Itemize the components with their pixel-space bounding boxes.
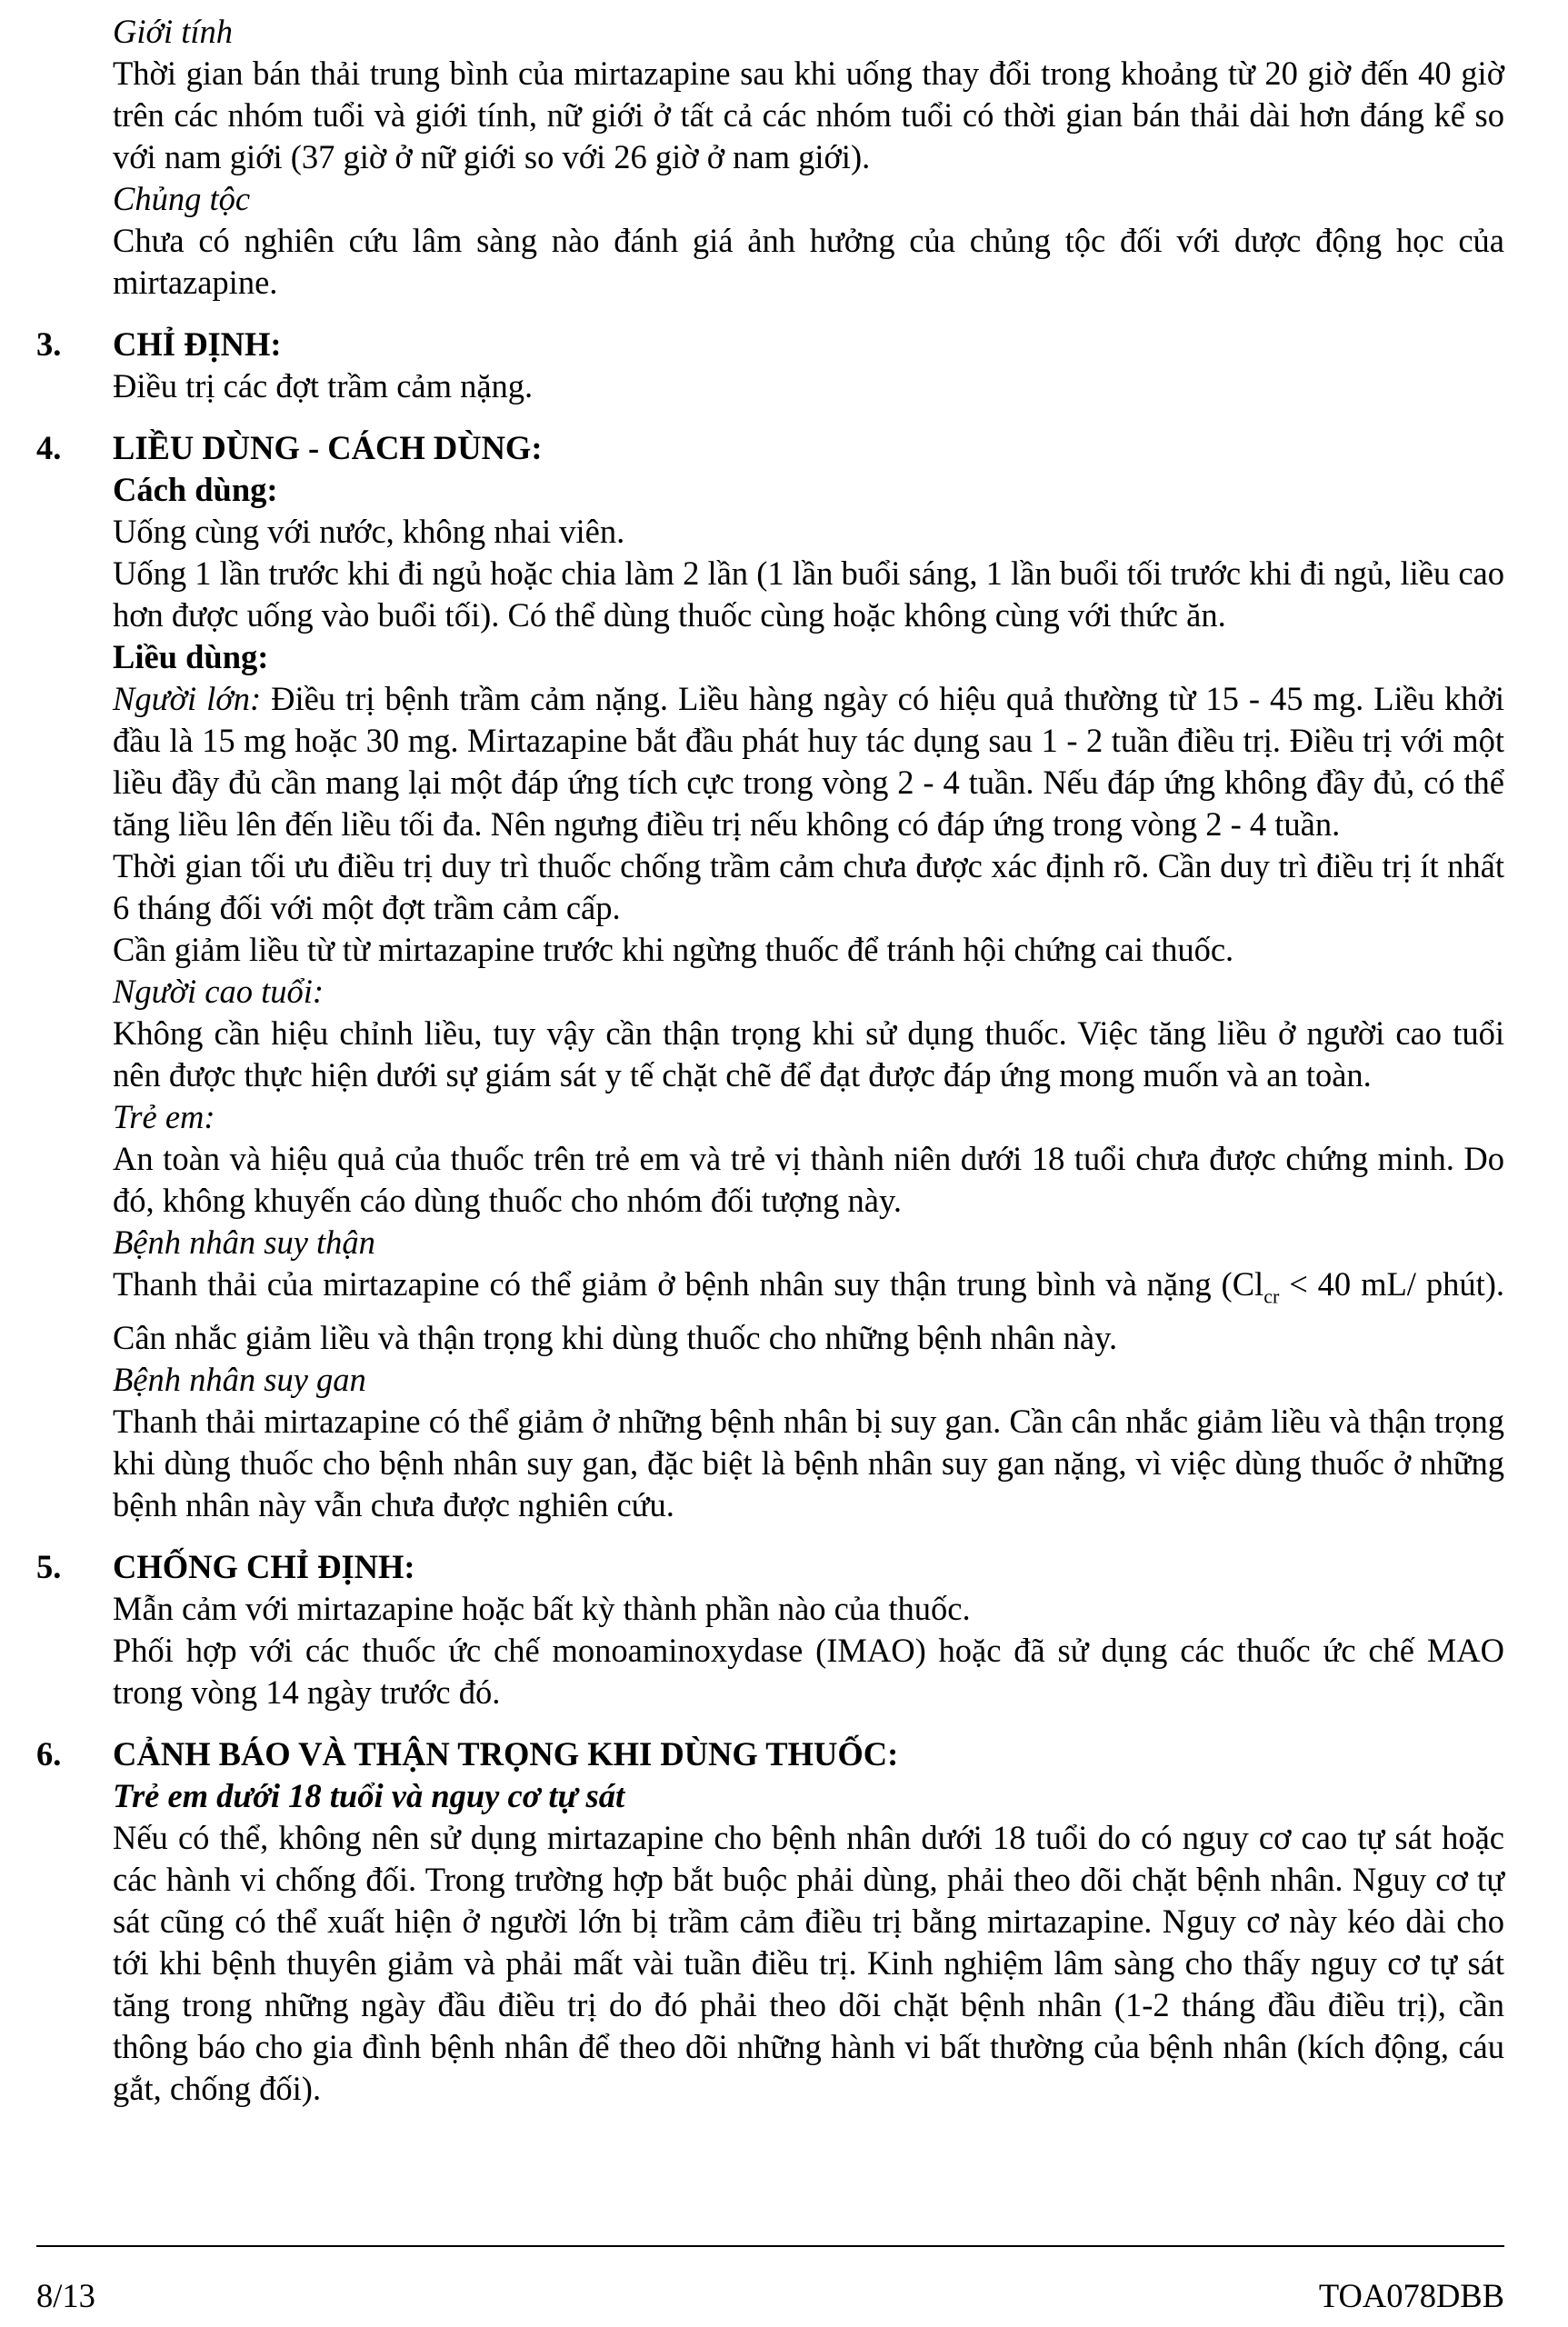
suicide-risk-subtitle: Trẻ em dưới 18 tuổi và nguy cơ tự sát <box>113 1777 625 1815</box>
section-5-body <box>113 1588 1504 1713</box>
gender-subtitle: Giới tính <box>113 13 234 50</box>
section-title: LIỀU DÙNG - CÁCH DÙNG: <box>113 429 543 466</box>
section-3-body <box>113 365 1504 407</box>
section-3-heading <box>36 324 1504 365</box>
elderly-subtitle: Người cao tuổi: <box>113 973 325 1010</box>
pharmacokinetics-continued <box>113 11 1504 304</box>
page-number: 8/13 <box>36 2277 95 2314</box>
document-body <box>36 11 1504 2110</box>
adult-dosage-paragraph <box>113 678 1504 845</box>
renal-text-b: < 40 mL/ phút). Cân nhắc giảm liều và thận trọng khi dùng thuốc cho những bệnh nhân này. <box>113 1265 1504 1357</box>
suicide-risk-paragraph: Nếu có thể, không nên sử dụng mirtazapine cho bệnh nhân dưới 18 tuổi do có nguy cơ cao tự sát hoặc các hành vi chống đối. Trong trường hợp bắt buộc phải dùng, phải theo dõi chặt bệnh nhân. Nguy cơ tự sát cũng có thể xuất hiện ở người lớn bị trầm cảm điều trị bằng mirtazapine. Nguy cơ này kéo dài cho tới khi bệnh thuyên giảm và phải mất vài tuần điều trị. Kinh nghiệm lâm sàng cho thấy nguy cơ tự sát tăng trong những ngày đầu điều trị do đó phải theo dõi chặt bệnh nhân (1-2 tháng đầu điều trị), cần thông báo cho gia đình bệnh nhân để theo dõi những hành vi bất thường của bệnh nhân (kích động, cáu gắt, chống đối). <box>113 1819 1504 2108</box>
dosage-subtitle: Liều dùng: <box>113 638 269 675</box>
hepatic-subtitle: Bệnh nhân suy gan <box>113 1361 366 1399</box>
section-4-body <box>113 469 1504 1526</box>
children-paragraph: An toàn và hiệu quả của thuốc trên trẻ em và trẻ vị thành niên dưới 18 tuổi chưa được chứng minh. Do đó, không khuyến cáo dùng thuốc cho nhóm đối tượng này. <box>113 1140 1504 1219</box>
section-title: CẢNH BÁO VÀ THẬN TRỌNG KHI DÙNG THUỐC: <box>113 1735 899 1773</box>
taper-paragraph: Cần giảm liều từ từ mirtazapine trước khi ngừng thuốc để tránh hội chứng cai thuốc. <box>113 931 1234 968</box>
section-title: CHỈ ĐỊNH: <box>113 325 282 363</box>
section-number: 3. <box>36 325 62 363</box>
elderly-paragraph: Không cần hiệu chỉnh liều, tuy vậy cần thận trọng khi sử dụng thuốc. Việc tăng liều ở người cao tuổi nên được thực hiện dưới sự giám sát y tế chặt chẽ để đạt được đáp ứng mong muốn và an toàn. <box>113 1014 1504 1094</box>
race-subtitle: Chủng tộc <box>113 180 251 217</box>
adult-label: Người lớn: <box>113 680 262 717</box>
section-number: 5. <box>36 1548 62 1586</box>
renal-subtitle: Bệnh nhân suy thận <box>113 1223 375 1261</box>
section-6-heading <box>36 1733 1504 1775</box>
section-title: CHỐNG CHỈ ĐỊNH: <box>113 1548 415 1586</box>
children-subtitle: Trẻ em: <box>113 1098 215 1135</box>
page-footer <box>36 2275 1504 2317</box>
race-paragraph: Chưa có nghiên cứu lâm sàng nào đánh giá ảnh hưởng của chủng tộc đối với dược động học của mirtazapine. <box>113 222 1504 301</box>
usage-paragraph-1: Uống cùng với nước, không nhai viên. <box>113 513 625 550</box>
renal-subscript: cr <box>1263 1284 1280 1308</box>
section-number: 6. <box>36 1735 62 1773</box>
adult-text: Điều trị bệnh trầm cảm nặng. Liều hàng ngày có hiệu quả thường từ 15 - 45 mg. Liều khởi đầu là 15 mg hoặc 30 mg. Mirtazapine bắt đầu phát huy tác dụng sau 1 - 2 tuần điều trị. Điều trị với một liều đầy đủ cần mang lại một đáp ứng tích cực trong vòng 2 - 4 tuần. Nếu đáp ứng không đầy đủ, có thể tăng liều lên đến liều tối đa. Nên ngưng điều trị nếu không có đáp ứng trong vòng 2 - 4 tuần. <box>113 680 1504 843</box>
renal-paragraph <box>113 1263 1504 1359</box>
usage-paragraph-2: Uống 1 lần trước khi đi ngủ hoặc chia làm 2 lần (1 lần buổi sáng, 1 lần buổi tối trước khi đi ngủ, liều cao hơn được uống vào buổi tối). Có thể dùng thuốc cùng hoặc không cùng với thức ăn. <box>113 554 1504 634</box>
section-6-body <box>113 1775 1504 2110</box>
usage-subtitle: Cách dùng: <box>113 471 278 508</box>
maintenance-paragraph: Thời gian tối ưu điều trị duy trì thuốc chống trầm cảm chưa được xác định rõ. Cần duy trì điều trị ít nhất 6 tháng đối với một đợt trầm cảm cấp. <box>113 847 1504 926</box>
contraindication-paragraph-1: Mẫn cảm với mirtazapine hoặc bất kỳ thành phần nào của thuốc. <box>113 1590 971 1628</box>
footer-divider <box>36 2245 1504 2247</box>
section-number: 4. <box>36 429 62 466</box>
section-5-heading <box>36 1546 1504 1588</box>
hepatic-paragraph: Thanh thải mirtazapine có thể giảm ở những bệnh nhân bị suy gan. Cần cân nhắc giảm liều và thận trọng khi dùng thuốc cho bệnh nhân suy gan, đặc biệt là bệnh nhân suy gan nặng, vì việc dùng thuốc ở những bệnh nhân này vẫn chưa được nghiên cứu. <box>113 1403 1504 1524</box>
section-4-heading <box>36 427 1504 469</box>
renal-text-a: Thanh thải của mirtazapine có thể giảm ở bệnh nhân suy thận trung bình và nặng (Cl <box>113 1265 1264 1303</box>
contraindication-paragraph-2: Phối hợp với các thuốc ức chế monoaminoxydase (IMAO) hoặc đã sử dụng các thuốc ức chế MAO trong vòng 14 ngày trước đó. <box>113 1632 1504 1712</box>
indication-paragraph: Điều trị các đợt trầm cảm nặng. <box>113 367 534 404</box>
gender-paragraph: Thời gian bán thải trung bình của mirtazapine sau khi uống thay đổi trong khoảng từ 20 giờ đến 40 giờ trên các nhóm tuổi và giới tính, nữ giới ở tất cả các nhóm tuổi có thời gian bán thải dài hơn đáng kể so với nam giới (37 giờ ở nữ giới so với 26 giờ ở nam giới). <box>113 55 1504 175</box>
document-code: TOA078DBB <box>1318 2277 1504 2314</box>
